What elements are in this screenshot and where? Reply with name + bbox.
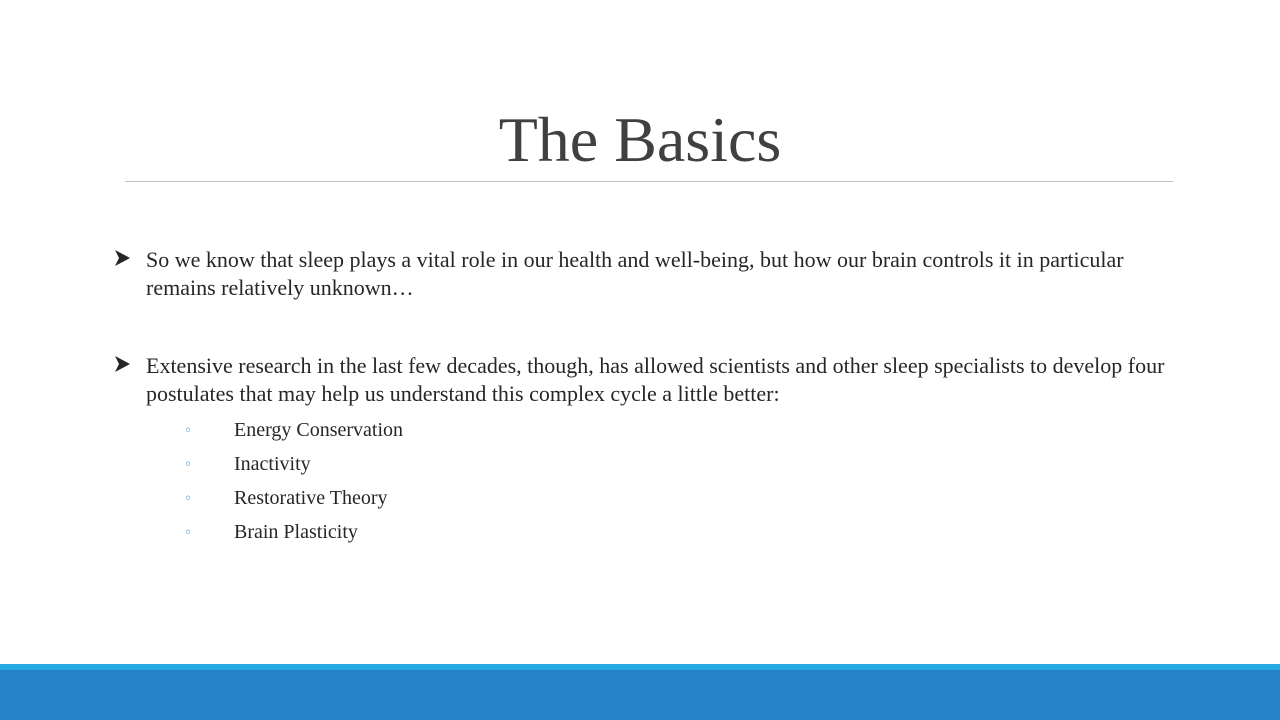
arrow-bullet-icon <box>112 248 132 268</box>
bullet-item <box>110 246 1170 302</box>
sub-item-text: Energy Conservation <box>234 419 404 441</box>
slide-content <box>110 246 1170 554</box>
sub-list-item <box>146 520 1170 554</box>
arrow-bullet-icon <box>112 354 132 374</box>
sub-list-item <box>146 486 1170 520</box>
bullet-item <box>110 352 1170 554</box>
title-divider <box>125 181 1173 182</box>
sub-item-text: Inactivity <box>234 453 311 475</box>
sub-item-text: Restorative Theory <box>234 487 388 509</box>
circle-bullet-icon: ◦ <box>184 491 193 507</box>
bullet-text: Extensive research in the last few decades, though, has allowed scientists and other sleep specialists to develop four postulates that may help us understand this complex cycle a little better: <box>146 353 1165 406</box>
sub-item-text: Brain Plasticity <box>234 521 358 543</box>
footer-bar <box>0 670 1280 720</box>
sub-list <box>146 418 1170 554</box>
bullet-text: So we know that sleep plays a vital role in our health and well-being, but how our brain controls it in particular remains relatively unknown… <box>146 247 1124 300</box>
slide-title: The Basics <box>498 104 782 175</box>
sub-list-item <box>146 452 1170 486</box>
circle-bullet-icon: ◦ <box>184 457 193 473</box>
sub-list-item <box>146 418 1170 452</box>
circle-bullet-icon: ◦ <box>184 423 193 439</box>
circle-bullet-icon: ◦ <box>184 525 193 541</box>
